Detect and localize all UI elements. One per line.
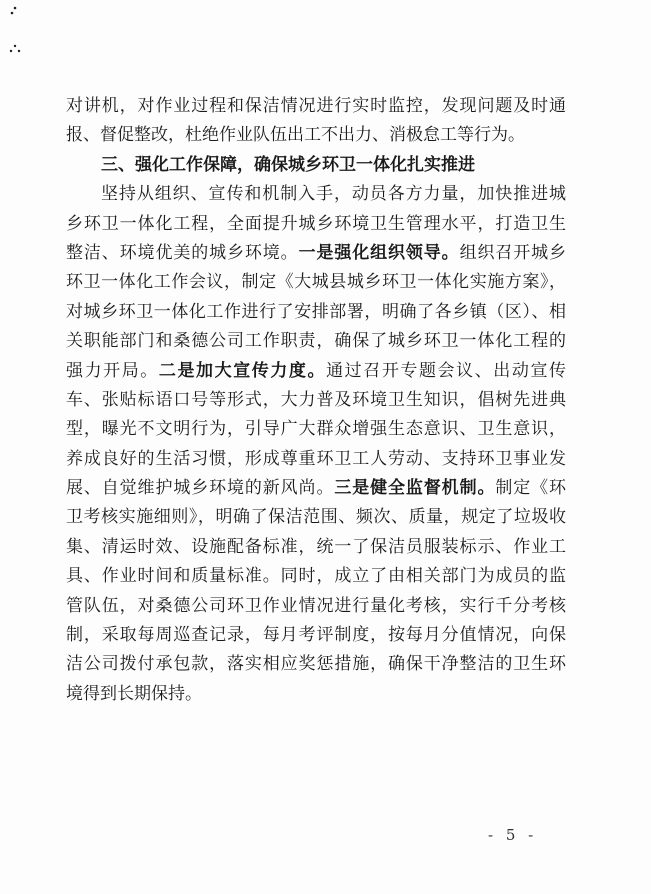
line-text: 制定《环 bbox=[495, 478, 566, 499]
paragraph-line: 养成良好的生活习惯，形成尊重环卫工人劳动、支持环卫事业发 bbox=[66, 448, 566, 469]
bold-lead-phrase: 二是加大宣传力度。 bbox=[158, 360, 327, 381]
paragraph-line bbox=[66, 357, 566, 386]
paragraph-line: 制，采取每周巡查记录，每月考评制度，按每月分值情况，向保 bbox=[66, 625, 566, 646]
paragraph-line: 卫考核实施细则》，明确了保洁范围、频次、质量，规定了垃圾收 bbox=[66, 507, 566, 528]
paragraph-line: 关职能部门和桑德公司工作职责，确保了城乡环卫一体化工程的 bbox=[66, 331, 566, 352]
corner-dots-mark bbox=[6, 2, 26, 62]
section-heading: 三、强化工作保障，确保城乡环卫一体化扎实推进 bbox=[101, 154, 475, 175]
paragraph-line bbox=[66, 474, 566, 503]
line-text: 组织召开城乡 bbox=[459, 242, 566, 263]
bold-lead-phrase: 三是健全监督机制。 bbox=[334, 478, 496, 499]
line-text: 整洁、环境优美的城乡环境。 bbox=[66, 242, 299, 263]
paragraph-line: 管队伍，对桑德公司环卫作业情况进行量化考核，实行千分考核 bbox=[66, 595, 566, 616]
paragraph-line: 坚持从组织、宣传和机制入手，动员各方力量，加快推进城 bbox=[101, 184, 566, 205]
line-text: 强力开局。 bbox=[66, 360, 159, 381]
document-body bbox=[66, 92, 566, 709]
paragraph-line bbox=[66, 239, 566, 268]
paragraph-line: 境得到长期保持。 bbox=[66, 683, 202, 704]
page-number: - 5 - bbox=[488, 826, 538, 844]
bold-lead-phrase: 一是强化组织领导。 bbox=[298, 242, 460, 263]
paragraph-line: 洁公司拨付承包款，落实相应奖惩措施，确保干净整洁的卫生环 bbox=[66, 654, 566, 675]
paragraph-line: 对城乡环卫一体化工作进行了安排部署，明确了各乡镇（区）、相 bbox=[66, 301, 566, 322]
paragraph-line: 集、清运时效、设施配备标准，统一了保洁员服装标示、作业工 bbox=[66, 536, 566, 557]
paragraph-line: 报、督促整改，杜绝作业队伍出工不出力、消极怠工等行为。 bbox=[66, 125, 525, 146]
paragraph-line: 对讲机，对作业过程和保洁情况进行实时监控，发现问题及时通 bbox=[66, 96, 566, 116]
paragraph-line: 具、作业时间和质量标准。同时，成立了由相关部门为成员的监 bbox=[66, 566, 566, 587]
paragraph-line: 乡环卫一体化工程，全面提升城乡环境卫生管理水平，打造卫生 bbox=[66, 213, 566, 234]
paragraph-line: 环卫一体化工作会议，制定《大城县城乡环卫一体化实施方案》， bbox=[66, 272, 566, 293]
paragraph-line: 型，曝光不文明行为，引导广大群众增强生态意识、卫生意识， bbox=[66, 419, 566, 440]
paragraph-line: 车、张贴标语口号等形式，大力普及环境卫生知识，倡树先进典 bbox=[66, 389, 566, 410]
line-text: 展、自觉维护城乡环境的新风尚。 bbox=[66, 478, 335, 499]
line-text: 通过召开专题会议、出动宣传 bbox=[326, 360, 566, 381]
